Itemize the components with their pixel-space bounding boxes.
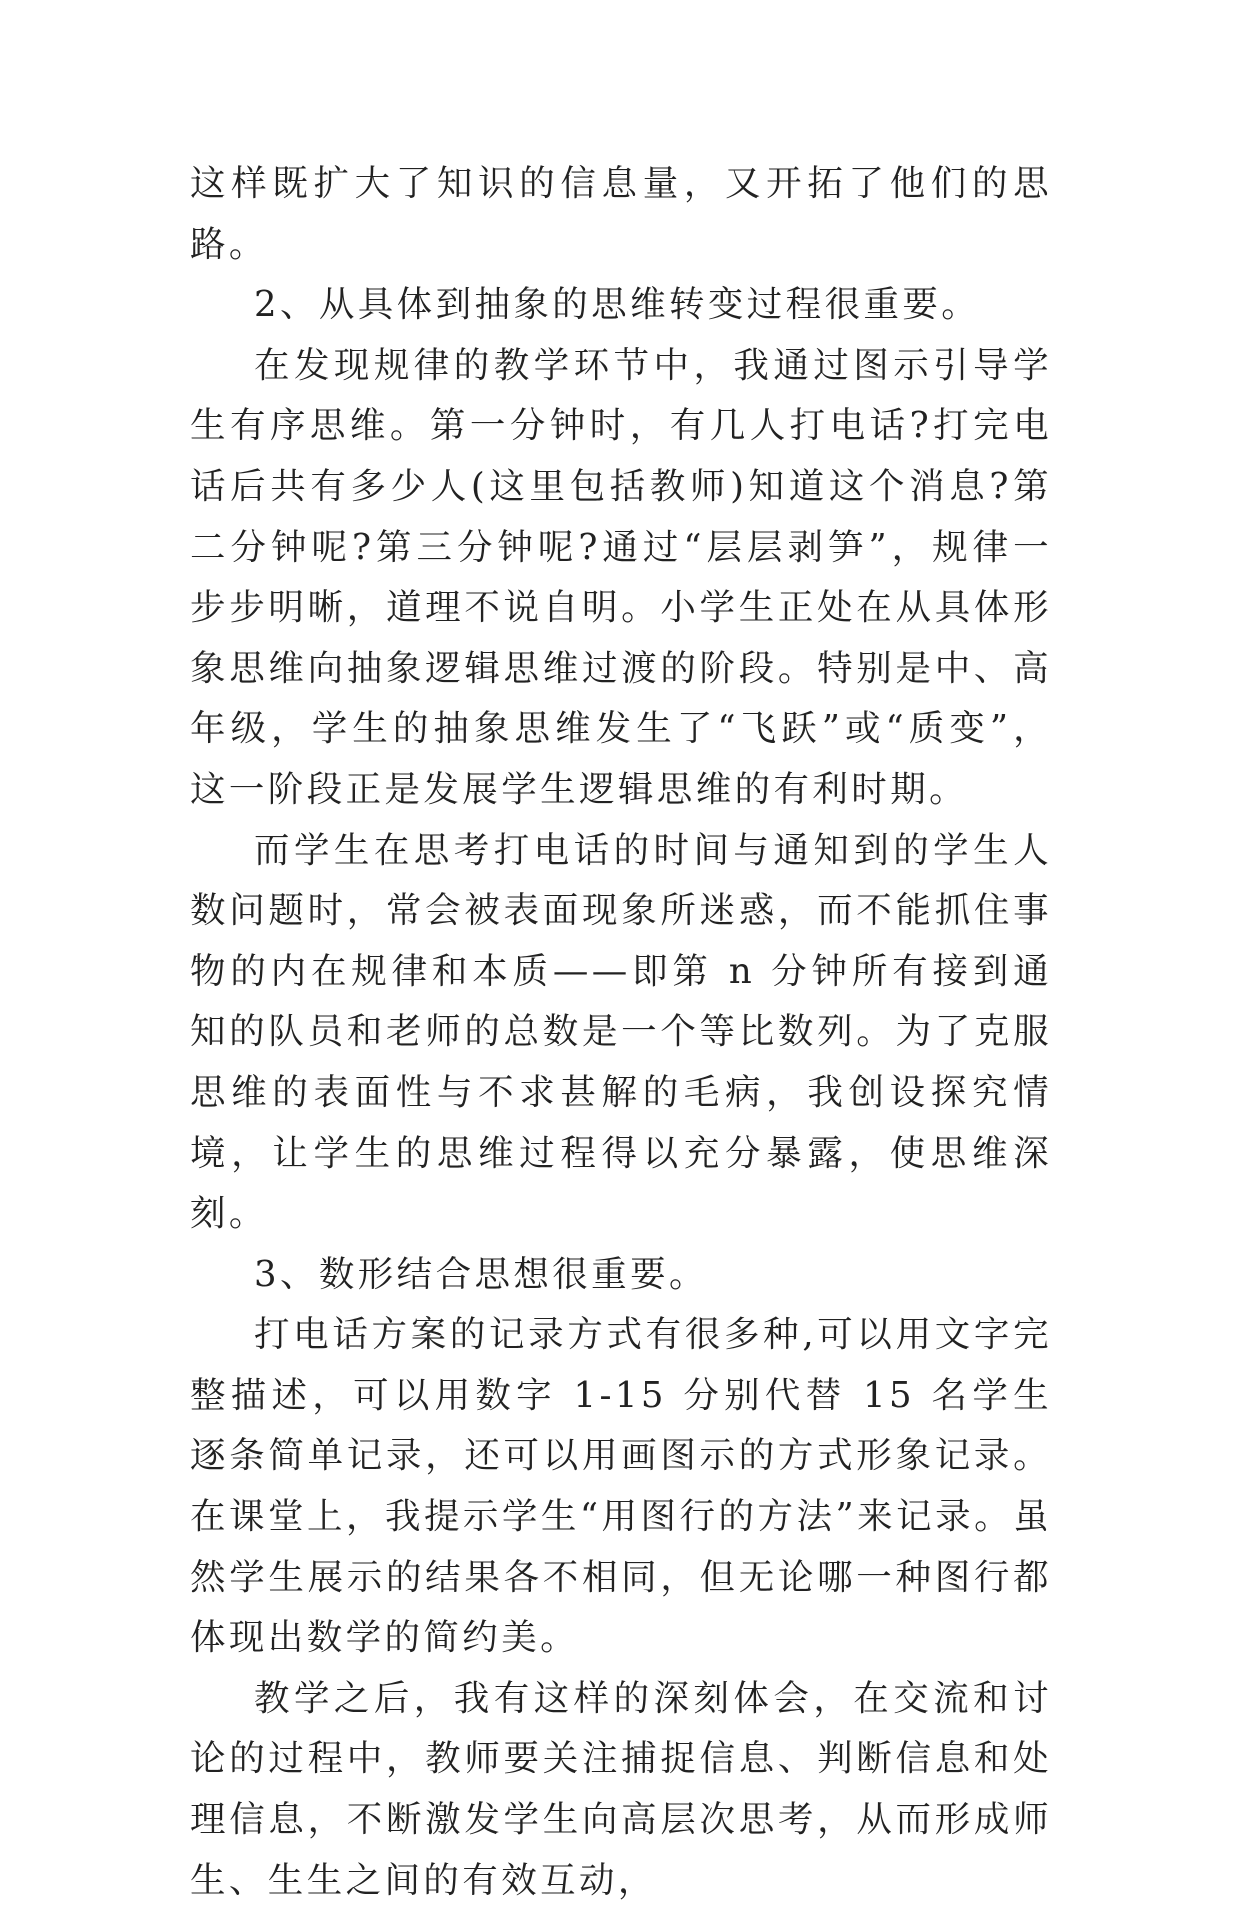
heading-point-3: 3、数形结合思想很重要。	[254, 1253, 708, 1295]
heading-point-2: 2、从具体到抽象的思维转变过程很重要。	[254, 284, 981, 326]
paragraph-continuation: 这样既扩大了知识的信息量，又开拓了他们的思路。	[190, 163, 1052, 265]
document-body	[190, 154, 1052, 1911]
paragraph-reflection: 教学之后，我有这样的深刻体会，在交流和讨论的过程中，教师要关注捕捉信息、判断信息和处理信息，不断激发学生向高层次思考，从而形成师生、生生之间的有效互动，	[190, 1677, 1052, 1901]
paragraph-geometric-sequence: 而学生在思考打电话的时间与通知到的学生人数问题时，常会被表面现象所迷惑，而不能抓住事物的内在规律和本质——即第 n 分钟所有接到通知的队员和老师的总数是一个等比数列。为了克服思维的表面性与不求甚解的毛病，我创设探究情境，让学生的思维过程得以充分暴露，使思维深刻。	[190, 829, 1052, 1235]
paragraph-pattern-discovery: 在发现规律的教学环节中，我通过图示引导学生有序思维。第一分钟时，有几人打电话?打完电话后共有多少人(这里包括教师)知道这个消息?第二分钟呢?第三分钟呢?通过“层层剥笋”，规律一步步明晰，道理不说自明。小学生正处在从具体形象思维向抽象逻辑思维过渡的阶段。特别是中、高年级，学生的抽象思维发生了“飞跃”或“质变”，这一阶段正是发展学生逻辑思维的有利时期。	[190, 344, 1052, 810]
paragraph-recording-methods: 打电话方案的记录方式有很多种,可以用文字完整描述，可以用数字 1-15 分别代替 15 名学生逐条简单记录，还可以用画图示的方式形象记录。在课堂上，我提示学生“用图行的方法”来记录。虽然学生展示的结果各不相同，但无论哪一种图行都体现出数学的简约美。	[190, 1314, 1052, 1659]
